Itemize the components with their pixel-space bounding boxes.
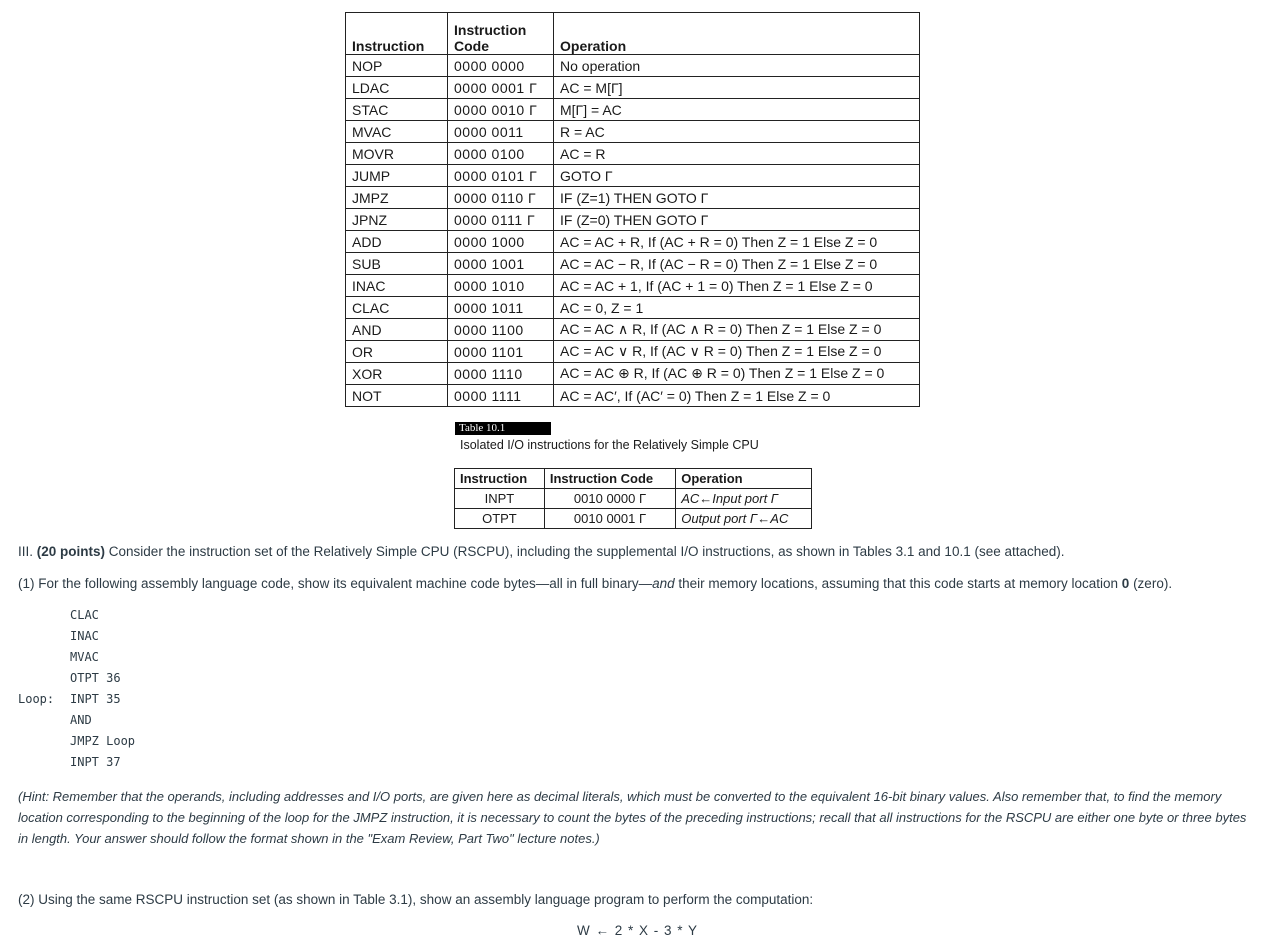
table-row xyxy=(455,509,812,529)
instruction-set-table xyxy=(345,12,920,407)
table-row xyxy=(346,341,920,363)
code-cell: 0000 0111 Γ xyxy=(448,209,554,231)
code-cell: 0000 0000 xyxy=(448,55,554,77)
code-line xyxy=(18,668,135,689)
code-cell: 0000 0011 xyxy=(448,121,554,143)
code-instruction: INPT 35 xyxy=(70,692,121,706)
operation-cell: IF (Z=0) THEN GOTO Γ xyxy=(554,209,920,231)
q3-prefix: III. xyxy=(18,544,37,559)
io-code-cell: 0010 0000 Γ xyxy=(544,489,675,509)
code-instruction: CLAC xyxy=(70,608,99,622)
hint-text: (Hint: Remember that the operands, including addresses and I/O ports, are given here as decimal literals, which must be converted to the equivalent 16-bit binary values. Also remember that, to find the memory location corresponding to the beginning of the loop for the JMPZ instruction, it is necessary to count the bytes of the preceding instructions; recall that all instructions for the RSCPU are either one byte or three bytes in length. Your answer should follow the format shown in the "Exam Review, Part Two" lecture notes.) xyxy=(18,789,1247,846)
table-row xyxy=(346,363,920,385)
code-cell: 0000 1101 xyxy=(448,341,554,363)
code-instruction: INAC xyxy=(70,629,99,643)
code-line xyxy=(18,752,135,773)
table-row xyxy=(346,121,920,143)
q3-text: Consider the instruction set of the Relatively Simple CPU (RSCPU), including the supplemental I/O instructions, as shown in Tables 3.1 and 10.1 (see attached). xyxy=(105,544,1065,559)
io-instruction-cell: INPT xyxy=(455,489,545,509)
table-row xyxy=(455,489,812,509)
code-cell: 0000 1100 xyxy=(448,319,554,341)
io-header-operation: Operation xyxy=(676,469,812,489)
operation-cell: AC = AC ⊕ R, If (AC ⊕ R = 0) Then Z = 1 Else Z = 0 xyxy=(554,363,920,385)
operation-cell: AC = M[Γ] xyxy=(554,77,920,99)
table-row xyxy=(346,385,920,407)
table-row xyxy=(346,143,920,165)
instruction-cell: NOP xyxy=(346,55,448,77)
q1-part-a: (1) For the following assembly language code, show its equivalent machine code bytes—all in full binary— xyxy=(18,576,653,591)
io-header-instruction: Instruction xyxy=(455,469,545,489)
table-10-1-label: Table 10.1 xyxy=(455,422,551,435)
code-cell: 0000 0101 Γ xyxy=(448,165,554,187)
io-code-cell: 0010 0001 Γ xyxy=(544,509,675,529)
header-operation: Operation xyxy=(554,13,920,55)
instruction-cell: SUB xyxy=(346,253,448,275)
io-instruction-cell: OTPT xyxy=(455,509,545,529)
q1-and: and xyxy=(652,576,675,591)
operation-cell: No operation xyxy=(554,55,920,77)
instruction-cell: MOVR xyxy=(346,143,448,165)
operation-cell: AC = AC + R, If (AC + R = 0) Then Z = 1 Else Z = 0 xyxy=(554,231,920,253)
code-cell: 0000 1000 xyxy=(448,231,554,253)
table-row xyxy=(346,297,920,319)
io-operation-cell: AC←Input port Γ xyxy=(676,489,812,509)
table-row xyxy=(346,209,920,231)
io-header-code: Instruction Code xyxy=(544,469,675,489)
code-cell: 0000 1111 xyxy=(448,385,554,407)
instruction-cell: NOT xyxy=(346,385,448,407)
code-instruction: MVAC xyxy=(70,650,99,664)
instruction-cell: XOR xyxy=(346,363,448,385)
instruction-cell: CLAC xyxy=(346,297,448,319)
computation-formula: W ← 2 * X - 3 * Y xyxy=(577,923,699,938)
q1-zero: 0 xyxy=(1121,576,1130,591)
code-cell: 0000 0110 Γ xyxy=(448,187,554,209)
instruction-cell: ADD xyxy=(346,231,448,253)
instruction-cell: LDAC xyxy=(346,77,448,99)
operation-cell: R = AC xyxy=(554,121,920,143)
code-cell: 0000 0010 Γ xyxy=(448,99,554,121)
operation-cell: AC = 0, Z = 1 xyxy=(554,297,920,319)
code-cell: 0000 1011 xyxy=(448,297,554,319)
operation-cell: IF (Z=1) THEN GOTO Γ xyxy=(554,187,920,209)
code-line xyxy=(18,710,135,731)
operation-cell: AC = AC′, If (AC′ = 0) Then Z = 1 Else Z = 0 xyxy=(554,385,920,407)
q1-part-c: (zero). xyxy=(1129,576,1173,591)
question-part-1 xyxy=(18,576,1172,591)
code-instruction: INPT 37 xyxy=(70,755,121,769)
io-header-row xyxy=(455,469,812,489)
code-instruction: OTPT 36 xyxy=(70,671,121,685)
code-cell: 0000 1001 xyxy=(448,253,554,275)
instruction-cell: AND xyxy=(346,319,448,341)
table-header-row xyxy=(346,13,920,55)
header-code-line2: Code xyxy=(454,38,489,54)
code-cell: 0000 1110 xyxy=(448,363,554,385)
code-line xyxy=(18,731,135,752)
table-row xyxy=(346,275,920,297)
assembly-code-block xyxy=(18,605,135,773)
instruction-cell: JPNZ xyxy=(346,209,448,231)
operation-cell: AC = AC + 1, If (AC + 1 = 0) Then Z = 1 Else Z = 0 xyxy=(554,275,920,297)
operation-cell: AC = R xyxy=(554,143,920,165)
table-row xyxy=(346,55,920,77)
code-label: Loop: xyxy=(18,692,55,706)
code-cell: 0000 0100 xyxy=(448,143,554,165)
instruction-cell: STAC xyxy=(346,99,448,121)
header-instruction-code xyxy=(448,13,554,55)
code-line xyxy=(18,647,135,668)
io-instruction-table xyxy=(454,468,812,529)
question-part-2: (2) Using the same RSCPU instruction set (as shown in Table 3.1), show an assembly language program to perform the computation: xyxy=(18,892,814,907)
q3-points: (20 points) xyxy=(36,544,106,559)
instruction-cell: OR xyxy=(346,341,448,363)
operation-cell: AC = AC − R, If (AC − R = 0) Then Z = 1 Else Z = 0 xyxy=(554,253,920,275)
instruction-cell: INAC xyxy=(346,275,448,297)
operation-cell: AC = AC ∨ R, If (AC ∨ R = 0) Then Z = 1 Else Z = 0 xyxy=(554,341,920,363)
code-instruction: JMPZ Loop xyxy=(70,734,136,748)
header-code-line1: Instruction xyxy=(454,22,527,38)
table-10-1-title: Isolated I/O instructions for the Relatively Simple CPU xyxy=(460,438,759,452)
code-cell: 0000 0001 Γ xyxy=(448,77,554,99)
table-row xyxy=(346,187,920,209)
code-cell: 0000 1010 xyxy=(448,275,554,297)
table-row xyxy=(346,253,920,275)
question-3-intro xyxy=(18,544,1065,559)
instruction-cell: JMPZ xyxy=(346,187,448,209)
table-row xyxy=(346,165,920,187)
table-row xyxy=(346,319,920,341)
table-row xyxy=(346,231,920,253)
table-row xyxy=(346,99,920,121)
q1-part-b: their memory locations, assuming that this code starts at memory location xyxy=(674,576,1122,591)
code-line xyxy=(18,626,135,647)
operation-cell: M[Γ] = AC xyxy=(554,99,920,121)
code-instruction: AND xyxy=(70,713,92,727)
table-row xyxy=(346,77,920,99)
code-line xyxy=(18,605,135,626)
operation-cell: GOTO Γ xyxy=(554,165,920,187)
instruction-cell: JUMP xyxy=(346,165,448,187)
operation-cell: AC = AC ∧ R, If (AC ∧ R = 0) Then Z = 1 Else Z = 0 xyxy=(554,319,920,341)
instruction-cell: MVAC xyxy=(346,121,448,143)
header-instruction: Instruction xyxy=(346,13,448,55)
code-line xyxy=(18,689,135,710)
io-operation-cell: Output port Γ←AC xyxy=(676,509,812,529)
